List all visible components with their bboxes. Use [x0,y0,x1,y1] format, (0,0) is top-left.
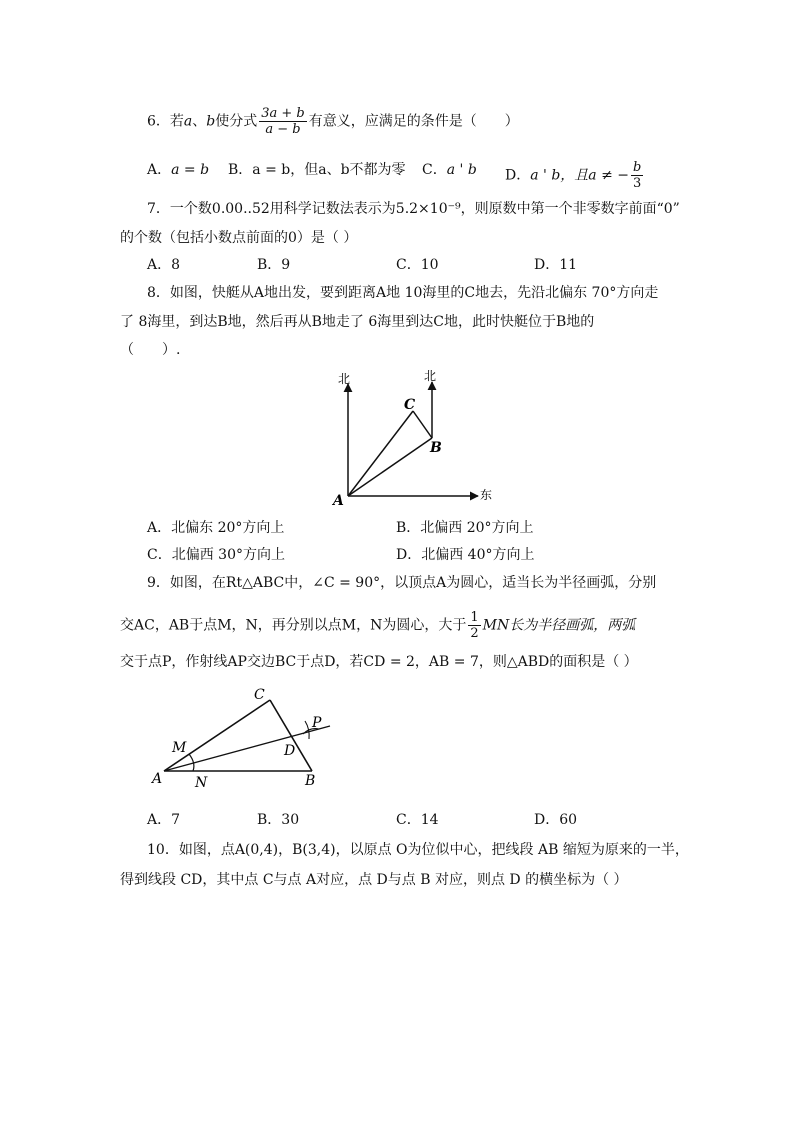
q6-stem-a: 6．若 [147,113,184,130]
q6-stem-c: 有意义，应满足的条件是（ ） [308,113,519,130]
q8-line1: 8．如图，快艇从A地出发，要到距离A地 10海里的C地去，先沿北偏东 70°方向走 [147,285,659,301]
q7-option-a-text: 8 [171,257,181,273]
q8-option-a-text: 北偏东 20°方向上 [171,520,285,536]
q8-segment-ac [348,411,413,496]
q7-option-b-label: B． [257,257,282,273]
q6-fraction [259,106,307,137]
q9-option-a-label: A． [147,812,172,828]
q9-frac-den: 2 [470,626,479,641]
q6-option-b-label: B． [228,162,253,178]
q6-option-b [228,160,406,180]
q7-option-d-text: 11 [559,257,578,273]
q6-option-a-text: a = b [171,162,210,178]
q9-option-b [257,810,299,830]
q8-segment-ab [348,438,432,496]
q8-label-north-left: 北 [338,372,351,386]
q9-option-d-label: D． [534,812,560,828]
q9-label-m: M [172,740,187,756]
q6-frac-num: 3a + b [261,106,305,121]
q8-option-a-label: A． [147,520,172,536]
q7-line2: 的个数（包括小数点前面的0）是（ ） [120,230,358,246]
q8-label-north-right: 北 [424,369,437,383]
q6-option-d-fraction [631,160,643,191]
q9-option-c-text: 14 [420,812,439,828]
q6-stem-b: 使分式 [215,113,258,130]
q9-line3: 交于点P，作射线AP交边BC于点D，若CD = 2，AB = 7，则△ABD的面积是（ ） [120,654,638,670]
q9-label-d: D [284,743,296,759]
q6-option-d [505,160,645,191]
q6-option-b-text: a = b，但a、b不都为零 [252,162,406,178]
q9-line2a: 交AC，AB于点M，N，再分别以点M，N为圆心，大于 [120,617,467,634]
q8-option-d [396,545,535,565]
q8-option-c-text: 北偏西 30°方向上 [171,547,285,563]
q9-fraction [468,610,480,641]
q8-option-d-text: 北偏西 40°方向上 [421,547,535,563]
q8-label-c: C [404,397,416,413]
q9-label-n: N [195,775,208,791]
q8-option-b-label: B． [396,520,421,536]
q7-option-c [396,255,439,275]
q9-label-a: A [152,771,163,787]
q7-line1: 7．一个数0.00..52用科学记数法表示为5.2×10⁻⁹，则原数中第一个非零数字前面“0” [147,201,680,217]
q7-option-d-label: D． [534,257,560,273]
q9-option-d-text: 60 [559,812,578,828]
q8-option-d-label: D． [396,547,422,563]
q6-option-c [422,160,477,180]
q9-option-d [534,810,577,830]
q7-option-b [257,255,290,275]
q6-var-a: a [183,113,193,130]
q7-option-c-label: C． [396,257,421,273]
q9-figure [150,683,340,795]
q7-option-d [534,255,577,275]
q8-figure [330,368,505,510]
q9-label-p: P [312,715,322,731]
q9-segment-cb [270,700,312,771]
q6-option-d-frac-den: 3 [633,176,642,191]
q6-option-d-frac-num: b [633,160,642,175]
q9-option-c-label: C． [396,812,421,828]
q8-label-a: A [333,493,344,509]
q8-option-b-text: 北偏西 20°方向上 [420,520,534,536]
q6-option-d-label: D． [505,167,531,184]
q8-option-b [396,518,534,538]
q8-line3: （ ）. [120,342,181,358]
q7-option-b-text: 9 [281,257,291,273]
q6-sep: 、 [192,113,207,130]
q7-option-c-text: 10 [420,257,439,273]
q9-frac-num: 1 [470,610,479,625]
q10-line1: 10．如图，点A(0,4)，B(3,4)，以原点 O为位似中心，把线段 AB 缩短为原来的一半， [147,842,689,858]
q8-label-b: B [430,440,442,456]
q6-option-d-text: a ' b，且a ≠ − [530,167,629,184]
q9-label-b: B [305,773,316,789]
q6-option-c-text: a ' b [446,162,477,178]
q9-segment-ac [164,700,270,771]
q8-option-a [147,518,284,538]
q9-option-a-text: 7 [171,812,181,828]
q9-line2 [120,610,684,641]
q8-line2: 了 8海里，到达B地，然后再从B地走了 6海里到达C地，此时快艇位于B地的 [120,314,595,330]
q8-label-east: 东 [480,488,493,502]
q6-frac-den: a − b [265,122,301,137]
q8-option-c [147,545,285,565]
q7-option-a-label: A． [147,257,172,273]
q9-option-a [147,810,180,830]
q9-label-c: C [254,687,265,703]
q8-option-c-label: C． [147,547,172,563]
q6-stem [147,106,684,137]
q9-line1: 9．如图，在Rt△ABC中，∠C = 90°，以顶点A为圆心，适当长为半径画弧，分别 [147,575,657,591]
q6-option-c-label: C． [422,162,447,178]
q9-option-b-text: 30 [281,812,300,828]
q6-var-b: b [206,113,216,130]
q6-option-a [147,160,209,180]
q6-option-a-label: A． [147,162,172,178]
q8-segment-bc [413,411,432,438]
q9-line2b: MN长为半径画弧，两弧 [482,617,636,634]
q9-arc-mn [189,754,194,771]
q10-line2: 得到线段 CD，其中点 C与点 A对应，点 D与点 B 对应，则点 D 的横坐标为（ ） [120,872,628,888]
q9-option-c [396,810,439,830]
q7-option-a [147,255,180,275]
q9-option-b-label: B． [257,812,282,828]
